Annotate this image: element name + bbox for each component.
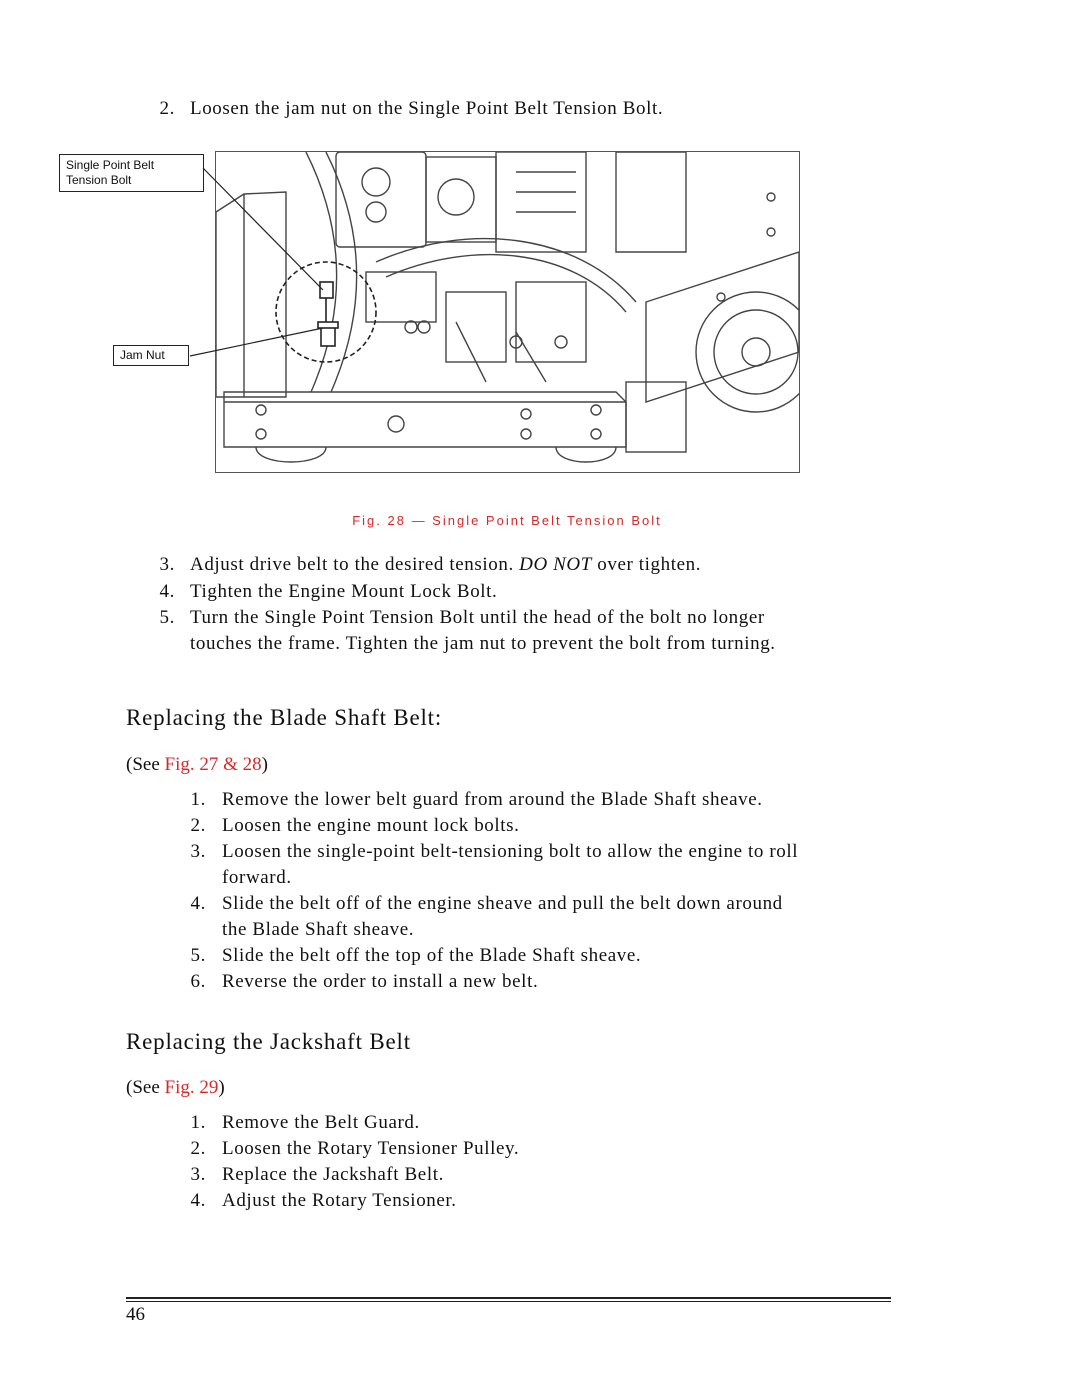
figure-reference: (See Fig. 29) xyxy=(126,1077,225,1098)
step-text: Loosen the Rotary Tensioner Pulley. xyxy=(222,1138,520,1159)
step-text-emphasis: DO NOT xyxy=(519,554,592,575)
step-text xyxy=(190,552,701,578)
step-text-line: touches the frame. Tighten the jam nut to prevent the bolt from turning. xyxy=(190,633,776,654)
step-text-line: Loosen the single-point belt-tensioning bolt to allow the engine to roll xyxy=(222,841,799,862)
footer-rule-bottom xyxy=(126,1301,891,1302)
step-text-line: the Blade Shaft sheave. xyxy=(222,919,415,940)
page-number: 46 xyxy=(126,1304,145,1325)
step-number: 2. xyxy=(190,815,206,836)
callout-jam-nut: Jam Nut xyxy=(113,345,189,366)
figure-link[interactable]: Fig. 29 xyxy=(164,1077,219,1098)
section-heading: Replacing the Jackshaft Belt xyxy=(126,1029,411,1054)
step-number: 4. xyxy=(190,1190,206,1211)
figure-caption: Fig. 28 — Single Point Belt Tension Bolt xyxy=(352,513,662,528)
step-text-line: Loosen the engine mount lock bolts. xyxy=(222,815,520,836)
step-number: 4. xyxy=(159,581,175,602)
step-number: 1. xyxy=(190,1112,206,1133)
footer-rule-top xyxy=(126,1297,891,1299)
step-text-line: Remove the lower belt guard from around the Blade Shaft sheave. xyxy=(222,789,763,810)
step-number: 3. xyxy=(190,1164,206,1185)
step-number: 2. xyxy=(190,1138,206,1159)
step-text-line: Reverse the order to install a new belt. xyxy=(222,971,539,992)
step-number: 3. xyxy=(159,554,175,575)
step-text: Tighten the Engine Mount Lock Bolt. xyxy=(190,581,498,602)
callout-line-2: Tension Bolt xyxy=(66,173,132,187)
step-number: 1. xyxy=(190,789,206,810)
step-text-line: forward. xyxy=(222,867,292,888)
figure-reference: (See Fig. 27 & 28) xyxy=(126,754,268,775)
step-number: 4. xyxy=(190,893,206,914)
step-text-post: over tighten. xyxy=(591,554,702,575)
step-text-line: Slide the belt off of the engine sheave and pull the belt down around xyxy=(222,893,783,914)
section-heading: Replacing the Blade Shaft Belt: xyxy=(126,705,443,730)
step-text: Loosen the jam nut on the Single Point Belt Tension Bolt. xyxy=(190,98,664,119)
step-number: 6. xyxy=(190,971,206,992)
figure-link[interactable]: Fig. 27 & 28 xyxy=(164,754,262,775)
step-text-line: Turn the Single Point Tension Bolt until the head of the bolt no longer xyxy=(190,607,765,628)
callout-leader-lines xyxy=(0,0,1080,480)
callout-line-1: Single Point Belt xyxy=(66,158,155,172)
step-number: 3. xyxy=(190,841,206,862)
step-text: Adjust the Rotary Tensioner. xyxy=(222,1190,457,1211)
step-number: 5. xyxy=(159,607,175,628)
step-number: 5. xyxy=(190,945,206,966)
step-text: Replace the Jackshaft Belt. xyxy=(222,1164,444,1185)
step-text-pre: Adjust drive belt to the desired tension. xyxy=(190,554,520,575)
step-number: 2. xyxy=(159,98,175,119)
step-text-line: Slide the belt off the top of the Blade Shaft sheave. xyxy=(222,945,642,966)
step-text: Remove the Belt Guard. xyxy=(222,1112,420,1133)
